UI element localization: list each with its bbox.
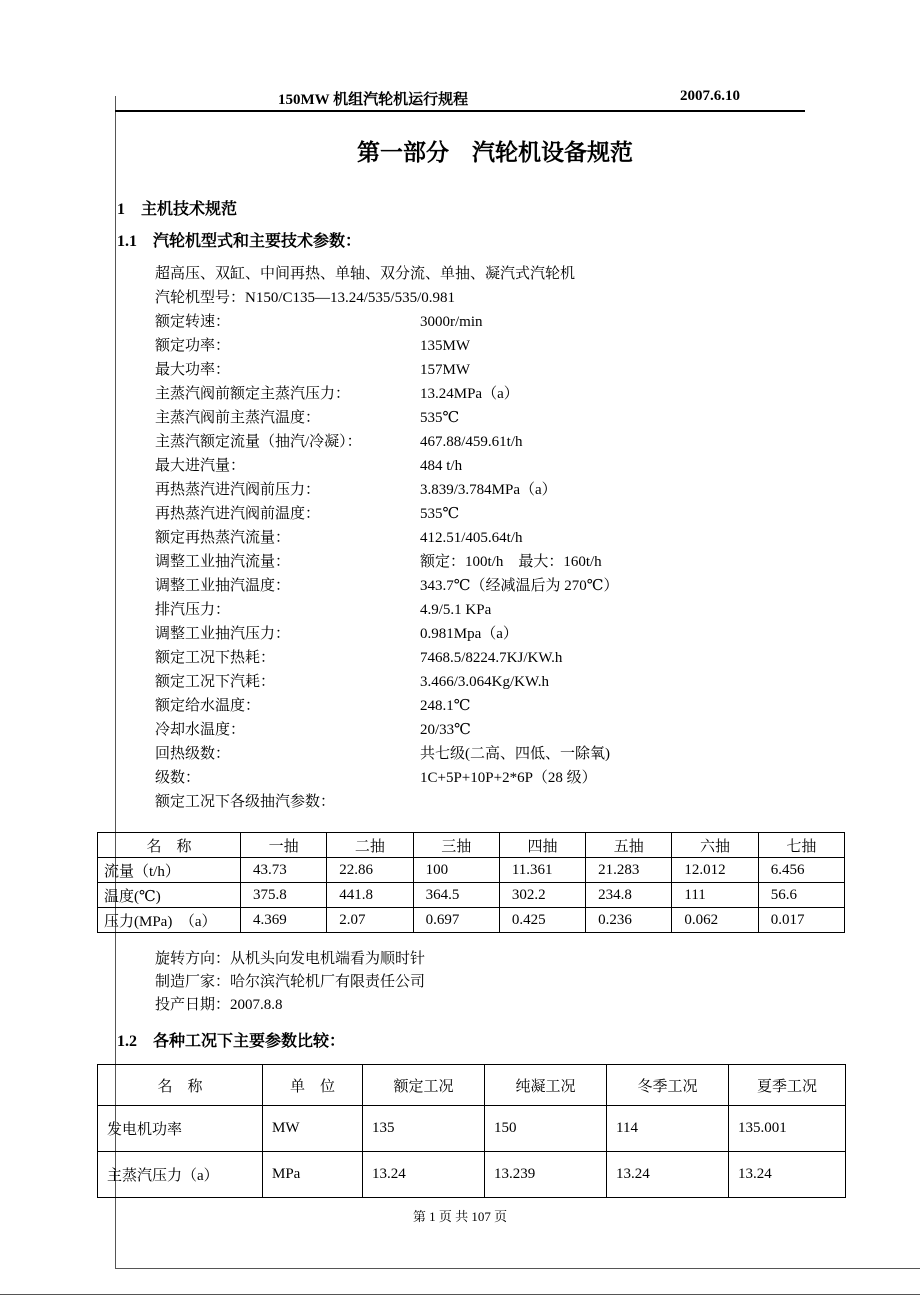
param-label: 额定功率： bbox=[155, 338, 231, 354]
table1-header-cell: 名 称 bbox=[98, 833, 241, 858]
cell: 0.236 bbox=[586, 908, 672, 933]
table2-header-cell: 冬季工况 bbox=[607, 1065, 729, 1106]
page-number-footer: 第 1 页 共 107 页 bbox=[412, 1209, 508, 1224]
param-value: 412.51/405.64t/h bbox=[420, 530, 523, 546]
param-value: 535℃ bbox=[420, 506, 460, 522]
extraction-params-caption: 额定工况下各级抽汽参数： bbox=[155, 794, 336, 810]
param-line bbox=[155, 310, 815, 334]
table1-header-cell: 五抽 bbox=[586, 833, 672, 858]
param-line bbox=[155, 694, 815, 718]
cell: 0.062 bbox=[672, 908, 758, 933]
param-value: 13.24MPa（a） bbox=[420, 386, 519, 402]
param-label: 最大功率： bbox=[155, 362, 231, 378]
table2-header-cell: 纯凝工况 bbox=[485, 1065, 607, 1106]
intro-line: 超高压、双缸、中间再热、单轴、双分流、单抽、凝汽式汽轮机 bbox=[155, 266, 576, 282]
cell: 364.5 bbox=[413, 883, 499, 908]
table2-header-cell: 夏季工况 bbox=[729, 1065, 846, 1106]
cell: 11.361 bbox=[499, 858, 585, 883]
cell: 发电机功率 bbox=[98, 1106, 263, 1152]
header-title: 150MW 机组汽轮机运行规程 bbox=[278, 92, 469, 108]
param-value: 135MW bbox=[420, 338, 470, 354]
cell: 0.425 bbox=[499, 908, 585, 933]
table1-header-cell: 四抽 bbox=[499, 833, 585, 858]
param-line bbox=[155, 742, 815, 766]
param-line bbox=[155, 646, 815, 670]
cell: 56.6 bbox=[758, 883, 844, 908]
cell: 0.017 bbox=[758, 908, 844, 933]
table1-header-cell: 七抽 bbox=[758, 833, 844, 858]
param-value: 共七级(二高、四低、一除氧) bbox=[420, 746, 610, 762]
param-line bbox=[155, 382, 815, 406]
param-value: 3000r/min bbox=[420, 314, 483, 330]
page-edge-bottom-line bbox=[0, 1294, 920, 1295]
param-value: 4.9/5.1 KPa bbox=[420, 602, 492, 618]
table2-row-main-steam-pressure bbox=[98, 1152, 846, 1198]
cell: 0.697 bbox=[413, 908, 499, 933]
note-line: 制造厂家：哈尔滨汽轮机厂有限责任公司 bbox=[155, 974, 426, 990]
param-value: 1C+5P+10P+2*6P（28 级） bbox=[420, 770, 597, 786]
cell: MPa bbox=[263, 1152, 363, 1198]
cell: 114 bbox=[607, 1106, 729, 1152]
param-value: 157MW bbox=[420, 362, 470, 378]
cell: 100 bbox=[413, 858, 499, 883]
param-line bbox=[155, 766, 815, 790]
param-line bbox=[155, 334, 815, 358]
cell: 主蒸汽压力（a） bbox=[98, 1152, 263, 1198]
table1-header-cell: 三抽 bbox=[413, 833, 499, 858]
param-line bbox=[155, 622, 815, 646]
table1-header-cell: 六抽 bbox=[672, 833, 758, 858]
cell: 4.369 bbox=[241, 908, 327, 933]
param-line bbox=[155, 718, 815, 742]
param-line bbox=[155, 574, 815, 598]
param-line bbox=[155, 670, 815, 694]
param-value: 3.839/3.784MPa（a） bbox=[420, 482, 557, 498]
param-value: 额定：100t/h 最大：160t/h bbox=[420, 554, 602, 570]
param-line bbox=[155, 358, 815, 382]
cell: 441.8 bbox=[327, 883, 413, 908]
cell: 13.239 bbox=[485, 1152, 607, 1198]
cell: 12.012 bbox=[672, 858, 758, 883]
section-1-2-heading: 1.2 各种工况下主要参数比较： bbox=[117, 1033, 346, 1050]
note-line: 旋转方向：从机头向发电机端看为顺时针 bbox=[155, 951, 426, 967]
param-value: 3.466/3.064Kg/KW.h bbox=[420, 674, 550, 690]
cell: 302.2 bbox=[499, 883, 585, 908]
param-label: 额定再热蒸汽流量： bbox=[155, 530, 291, 546]
row-label: 压力(MPa) （a） bbox=[98, 908, 241, 933]
operating-conditions-table bbox=[97, 1064, 846, 1198]
param-label: 级数： bbox=[155, 770, 201, 786]
param-label: 调整工业抽汽流量： bbox=[155, 554, 291, 570]
page-boundary-bottom-line bbox=[115, 1268, 920, 1269]
param-label: 额定工况下热耗： bbox=[155, 650, 276, 666]
cell: 13.24 bbox=[607, 1152, 729, 1198]
table1-row-temperature bbox=[98, 883, 845, 908]
param-label: 主蒸汽阀前额定主蒸汽压力： bbox=[155, 386, 351, 402]
page-header bbox=[115, 84, 805, 112]
cell: 135.001 bbox=[729, 1106, 846, 1152]
table1-row-pressure bbox=[98, 908, 845, 933]
extraction-parameters-table bbox=[97, 832, 845, 933]
param-value: 0.981Mpa（a） bbox=[420, 626, 518, 642]
parameter-list bbox=[155, 262, 815, 814]
param-line bbox=[155, 478, 815, 502]
cell: 234.8 bbox=[586, 883, 672, 908]
param-value: 484 t/h bbox=[420, 458, 463, 474]
table1-header-cell: 二抽 bbox=[327, 833, 413, 858]
table2-header-cell: 额定工况 bbox=[363, 1065, 485, 1106]
param-value: 467.88/459.61t/h bbox=[420, 434, 523, 450]
param-line bbox=[155, 526, 815, 550]
manufacturer-notes bbox=[155, 948, 425, 1017]
param-value: 7468.5/8224.7KJ/KW.h bbox=[420, 650, 563, 666]
cell: 150 bbox=[485, 1106, 607, 1152]
param-label: 额定工况下汽耗： bbox=[155, 674, 276, 690]
param-label: 排汽压力： bbox=[155, 602, 231, 618]
param-label: 主蒸汽额定流量（抽汽/冷凝）： bbox=[155, 434, 362, 450]
cell: 21.283 bbox=[586, 858, 672, 883]
param-value: 20/33℃ bbox=[420, 722, 471, 738]
cell: 6.456 bbox=[758, 858, 844, 883]
cell: 375.8 bbox=[241, 883, 327, 908]
table2-header-row bbox=[98, 1065, 846, 1106]
row-label: 流量（t/h） bbox=[98, 858, 241, 883]
table1-header-cell: 一抽 bbox=[241, 833, 327, 858]
param-label: 冷却水温度： bbox=[155, 722, 246, 738]
cell: 111 bbox=[672, 883, 758, 908]
row-label: 温度(℃) bbox=[98, 883, 241, 908]
table2-header-cell: 单 位 bbox=[263, 1065, 363, 1106]
param-line bbox=[155, 454, 815, 478]
param-line bbox=[155, 430, 815, 454]
cell: 13.24 bbox=[729, 1152, 846, 1198]
param-line bbox=[155, 406, 815, 430]
param-label: 调整工业抽汽压力： bbox=[155, 626, 291, 642]
table1-header-row bbox=[98, 833, 845, 858]
document-title: 第一部分 汽轮机设备规范 bbox=[357, 140, 633, 165]
cell: 2.07 bbox=[327, 908, 413, 933]
section-1-1-heading: 1.1 汽轮机型式和主要技术参数： bbox=[117, 233, 362, 250]
param-label: 最大进汽量： bbox=[155, 458, 246, 474]
param-label: 调整工业抽汽温度： bbox=[155, 578, 291, 594]
model-line: 汽轮机型号：N150/C135—13.24/535/535/0.981 bbox=[155, 290, 456, 306]
param-label: 额定转速： bbox=[155, 314, 231, 330]
param-label: 回热级数： bbox=[155, 746, 231, 762]
param-value: 343.7℃（经减温后为 270℃） bbox=[420, 578, 619, 594]
param-line bbox=[155, 598, 815, 622]
table2-header-cell: 名 称 bbox=[98, 1065, 263, 1106]
param-label: 再热蒸汽进汽阀前温度： bbox=[155, 506, 321, 522]
cell: 135 bbox=[363, 1106, 485, 1152]
param-label: 额定给水温度： bbox=[155, 698, 261, 714]
param-value: 535℃ bbox=[420, 410, 460, 426]
note-line: 投产日期：2007.8.8 bbox=[155, 997, 283, 1013]
param-value: 248.1℃ bbox=[420, 698, 471, 714]
cell: 22.86 bbox=[327, 858, 413, 883]
param-line bbox=[155, 550, 815, 574]
header-date: 2007.6.10 bbox=[680, 88, 740, 104]
param-label: 主蒸汽阀前主蒸汽温度： bbox=[155, 410, 321, 426]
cell: 13.24 bbox=[363, 1152, 485, 1198]
section-1-heading: 1 主机技术规范 bbox=[117, 201, 238, 218]
param-line bbox=[155, 502, 815, 526]
table1-row-flow bbox=[98, 858, 845, 883]
table2-row-generator-power bbox=[98, 1106, 846, 1152]
cell: 43.73 bbox=[241, 858, 327, 883]
cell: MW bbox=[263, 1106, 363, 1152]
param-label: 再热蒸汽进汽阀前压力： bbox=[155, 482, 321, 498]
